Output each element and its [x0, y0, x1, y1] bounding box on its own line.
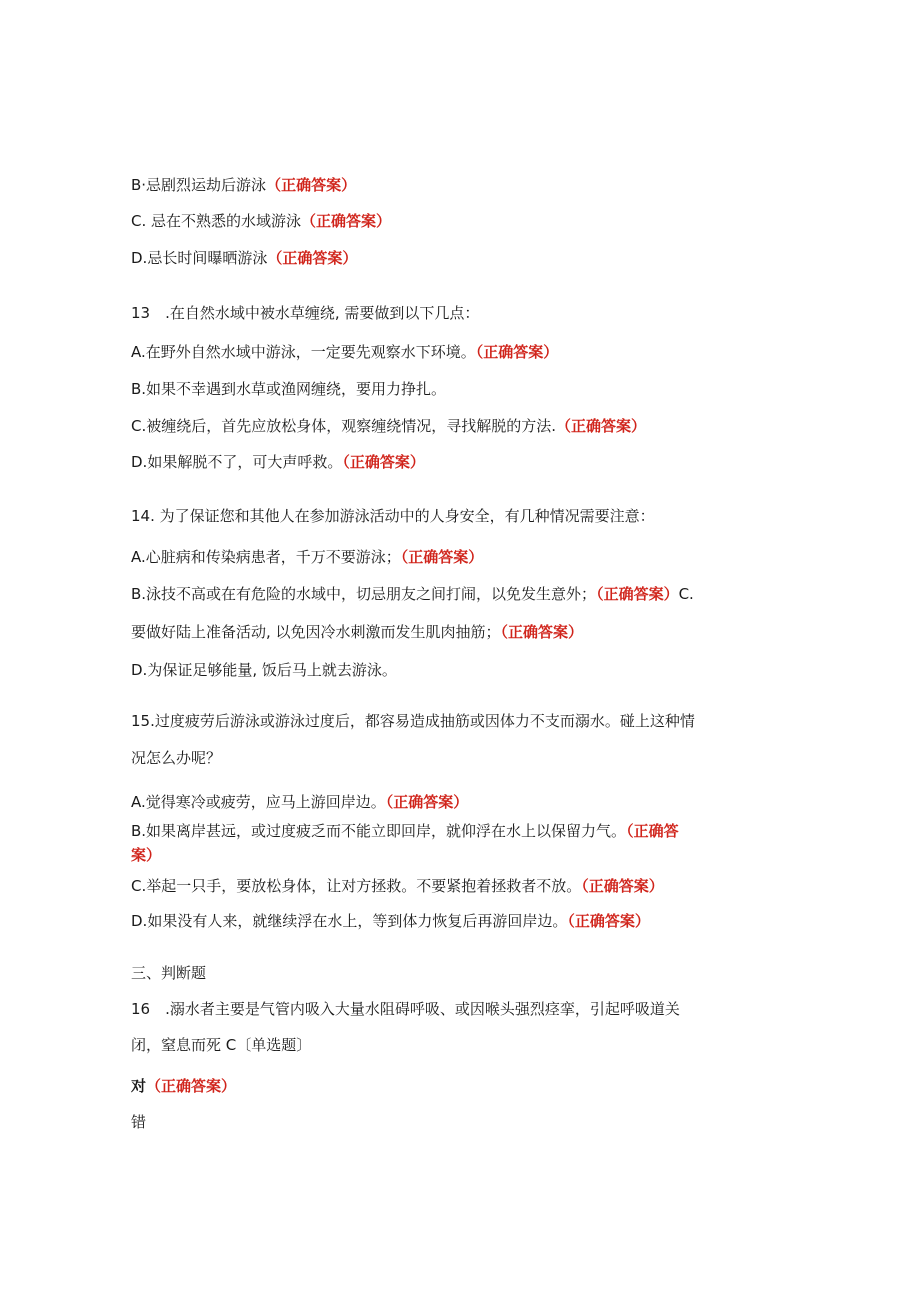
option-text: C.被缠绕后，首先应放松身体，观察缠绕情况，寻找解脱的方法. — [131, 417, 557, 435]
correct-answer-mark: （正确答案） — [266, 176, 357, 194]
option-c-prefix: C. — [678, 585, 694, 603]
correct-answer-mark: （正确答案） — [556, 417, 647, 435]
correct-answer-mark: （正确答案） — [475, 343, 559, 361]
q12-option-c — [131, 211, 391, 231]
q13-question: 13 .在自然水域中被水草缠绕, 需要做到以下几点： — [131, 304, 480, 322]
option-text: B.如果离岸甚远，或过度疲乏而不能立即回岸，就仰浮在水上以保留力气。 — [131, 822, 627, 840]
q13-option-a — [131, 342, 558, 362]
q15-option-c — [131, 876, 664, 896]
correct-answer-mark: （正确答案） — [581, 877, 664, 895]
correct-answer-mark: （正确答案） — [146, 1077, 237, 1095]
q15-option-a — [131, 792, 468, 812]
q13-option-c — [131, 416, 646, 436]
option-text: C. 忌在不熟悉的水域游泳 — [131, 212, 302, 230]
q16-option-false — [131, 1112, 146, 1132]
correct-answer-mark: （正确答 — [626, 822, 679, 840]
correct-answer-mark: 案） — [131, 846, 162, 864]
q15-question-line2: 况怎么办呢？ — [131, 749, 222, 767]
correct-answer-mark: （正确答案） — [400, 548, 484, 566]
correct-answer-mark: （正确答案） — [385, 793, 469, 811]
correct-answer-mark: （正确答案） — [342, 453, 425, 471]
q14-option-a — [131, 547, 483, 567]
option-text: D.如果没有人来，就继续浮在水上，等到体力恢复后再游回岸边。 — [131, 912, 568, 930]
q12-option-b — [131, 175, 356, 195]
q16-question-line2: 闭，窒息而死 C〔单选题〕 — [131, 1036, 312, 1054]
option-text: 要做好陆上准备活动, 以免因冷水刺激而发生肌肉抽筋； — [131, 623, 501, 641]
option-text: C.举起一只手，要放松身体，让对方拯救。不要紧抱着拯救者不放。 — [131, 877, 582, 895]
q13-option-d — [131, 452, 425, 472]
q15-option-b — [131, 821, 679, 841]
q16-option-true — [131, 1076, 236, 1096]
option-text: 对 — [131, 1077, 147, 1095]
option-text: D.为保证足够能量, 饭后马上就去游泳。 — [131, 661, 397, 679]
option-text: D.如果解脱不了，可大声呼救。 — [131, 453, 343, 471]
option-text: B.泳技不高或在有危险的水域中，切忌朋友之间打闹，以免发生意外； — [131, 585, 597, 603]
correct-answer-mark: （正确答案） — [500, 623, 584, 641]
option-text: A.心脏病和传染病患者，千万不要游泳； — [131, 548, 401, 566]
q16-question-line1: 16 .溺水者主要是气管内吸入大量水阻碍呼吸、或因喉头强烈痉挛，引起呼吸道关 — [131, 1000, 680, 1018]
q15-option-d — [131, 911, 650, 931]
option-text: A.觉得寒冷或疲劳，应马上游回岸边。 — [131, 793, 386, 811]
q14-option-c — [131, 622, 583, 642]
option-text: D.忌长时间曝晒游泳 — [131, 249, 268, 267]
q14-option-b — [131, 584, 694, 604]
option-text: 错 — [131, 1113, 147, 1131]
q13-option-b — [131, 379, 446, 399]
q12-option-d — [131, 248, 357, 268]
option-text: B.如果不幸遇到水草或渔网缠绕，要用力挣扎。 — [131, 380, 447, 398]
correct-answer-mark: （正确答案） — [301, 212, 392, 230]
correct-answer-mark: （正确答案） — [567, 912, 650, 930]
q14-option-d — [131, 660, 397, 680]
q15-option-b-continued — [131, 845, 161, 865]
section-heading: 三、判断题 — [131, 964, 207, 982]
option-text: A.在野外自然水域中游泳，一定要先观察水下环境。 — [131, 343, 476, 361]
option-text: B·忌剧烈运劫后游泳 — [131, 176, 267, 194]
correct-answer-mark: （正确答案） — [267, 249, 358, 267]
q14-question: 14. 为了保证您和其他人在参加游泳活动中的人身安全，有几种情况需要注意： — [131, 507, 655, 525]
q15-question-line1: 15.过度疲劳后游泳或游泳过度后，都容易造成抽筋或因体力不支而溺水。碰上这种情 — [131, 712, 695, 730]
correct-answer-mark: （正确答案） — [596, 585, 679, 603]
